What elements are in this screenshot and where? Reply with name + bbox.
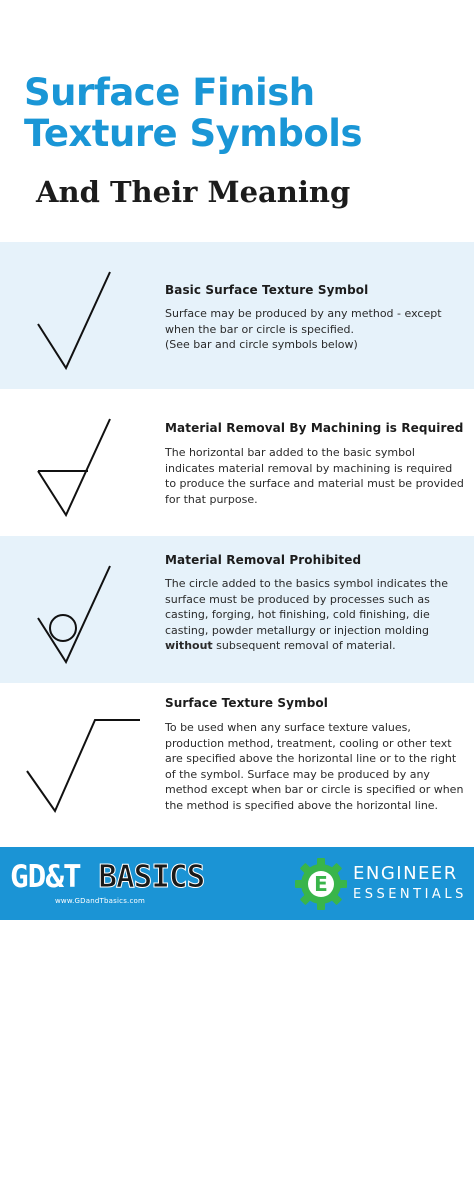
ee-logo-letter: E — [314, 872, 328, 896]
section-machining-required — [0, 389, 474, 536]
page-subtitle: And Their Meaning — [36, 175, 351, 209]
section-title: Surface Texture Symbol — [165, 696, 328, 710]
section-title: Material Removal Prohibited — [165, 553, 362, 567]
section-description: The circle added to the basics symbol indicates the surface must be produced by processes such as casting, forging, hot finishing, cold finishing, die casting, powder metallurgy or injection molding without subsequent removal of material. — [165, 577, 448, 652]
section-title: Material Removal By Machining is Required — [165, 421, 464, 435]
surface-texture-symbol-icon — [0, 683, 150, 843]
engineer-essentials-line-2: ESSENTIALS — [353, 887, 467, 902]
page-title-line-2: Texture Symbols — [24, 112, 362, 155]
removal-prohibited-symbol-icon — [0, 536, 150, 683]
engineer-essentials-line-1: ENGINEER — [353, 863, 458, 884]
footer-banner — [0, 847, 474, 920]
section-removal-prohibited — [0, 536, 474, 683]
machining-required-symbol-icon — [0, 389, 150, 536]
gdt-basics-logo: GD&T BASICS — [10, 859, 205, 895]
gdt-url-text: www.GDandTbasics.com — [55, 897, 146, 905]
section-description: The horizontal bar added to the basic symbol indicates material removal by machining is required to produce the surface and material must be provided for that purpose. — [165, 446, 464, 506]
section-description: Surface may be produced by any method - except when the bar or circle is specified. (See bar and circle symbols below) — [165, 307, 442, 351]
basic-check-symbol-icon — [0, 242, 150, 389]
section-basic-symbol — [0, 242, 474, 389]
page-title-line-1: Surface Finish — [24, 71, 315, 114]
section-description: To be used when any surface texture values, production method, treatment, cooling or other text are specified above the horizontal line or to the right of the symbol. Surface may be produced by any method except when bar or circle is specified or when the method is specified above the horizontal line. — [165, 721, 464, 812]
header — [0, 0, 474, 242]
engineer-essentials-gear-icon — [294, 857, 348, 911]
section-surface-texture — [0, 683, 474, 843]
section-title: Basic Surface Texture Symbol — [165, 283, 369, 297]
